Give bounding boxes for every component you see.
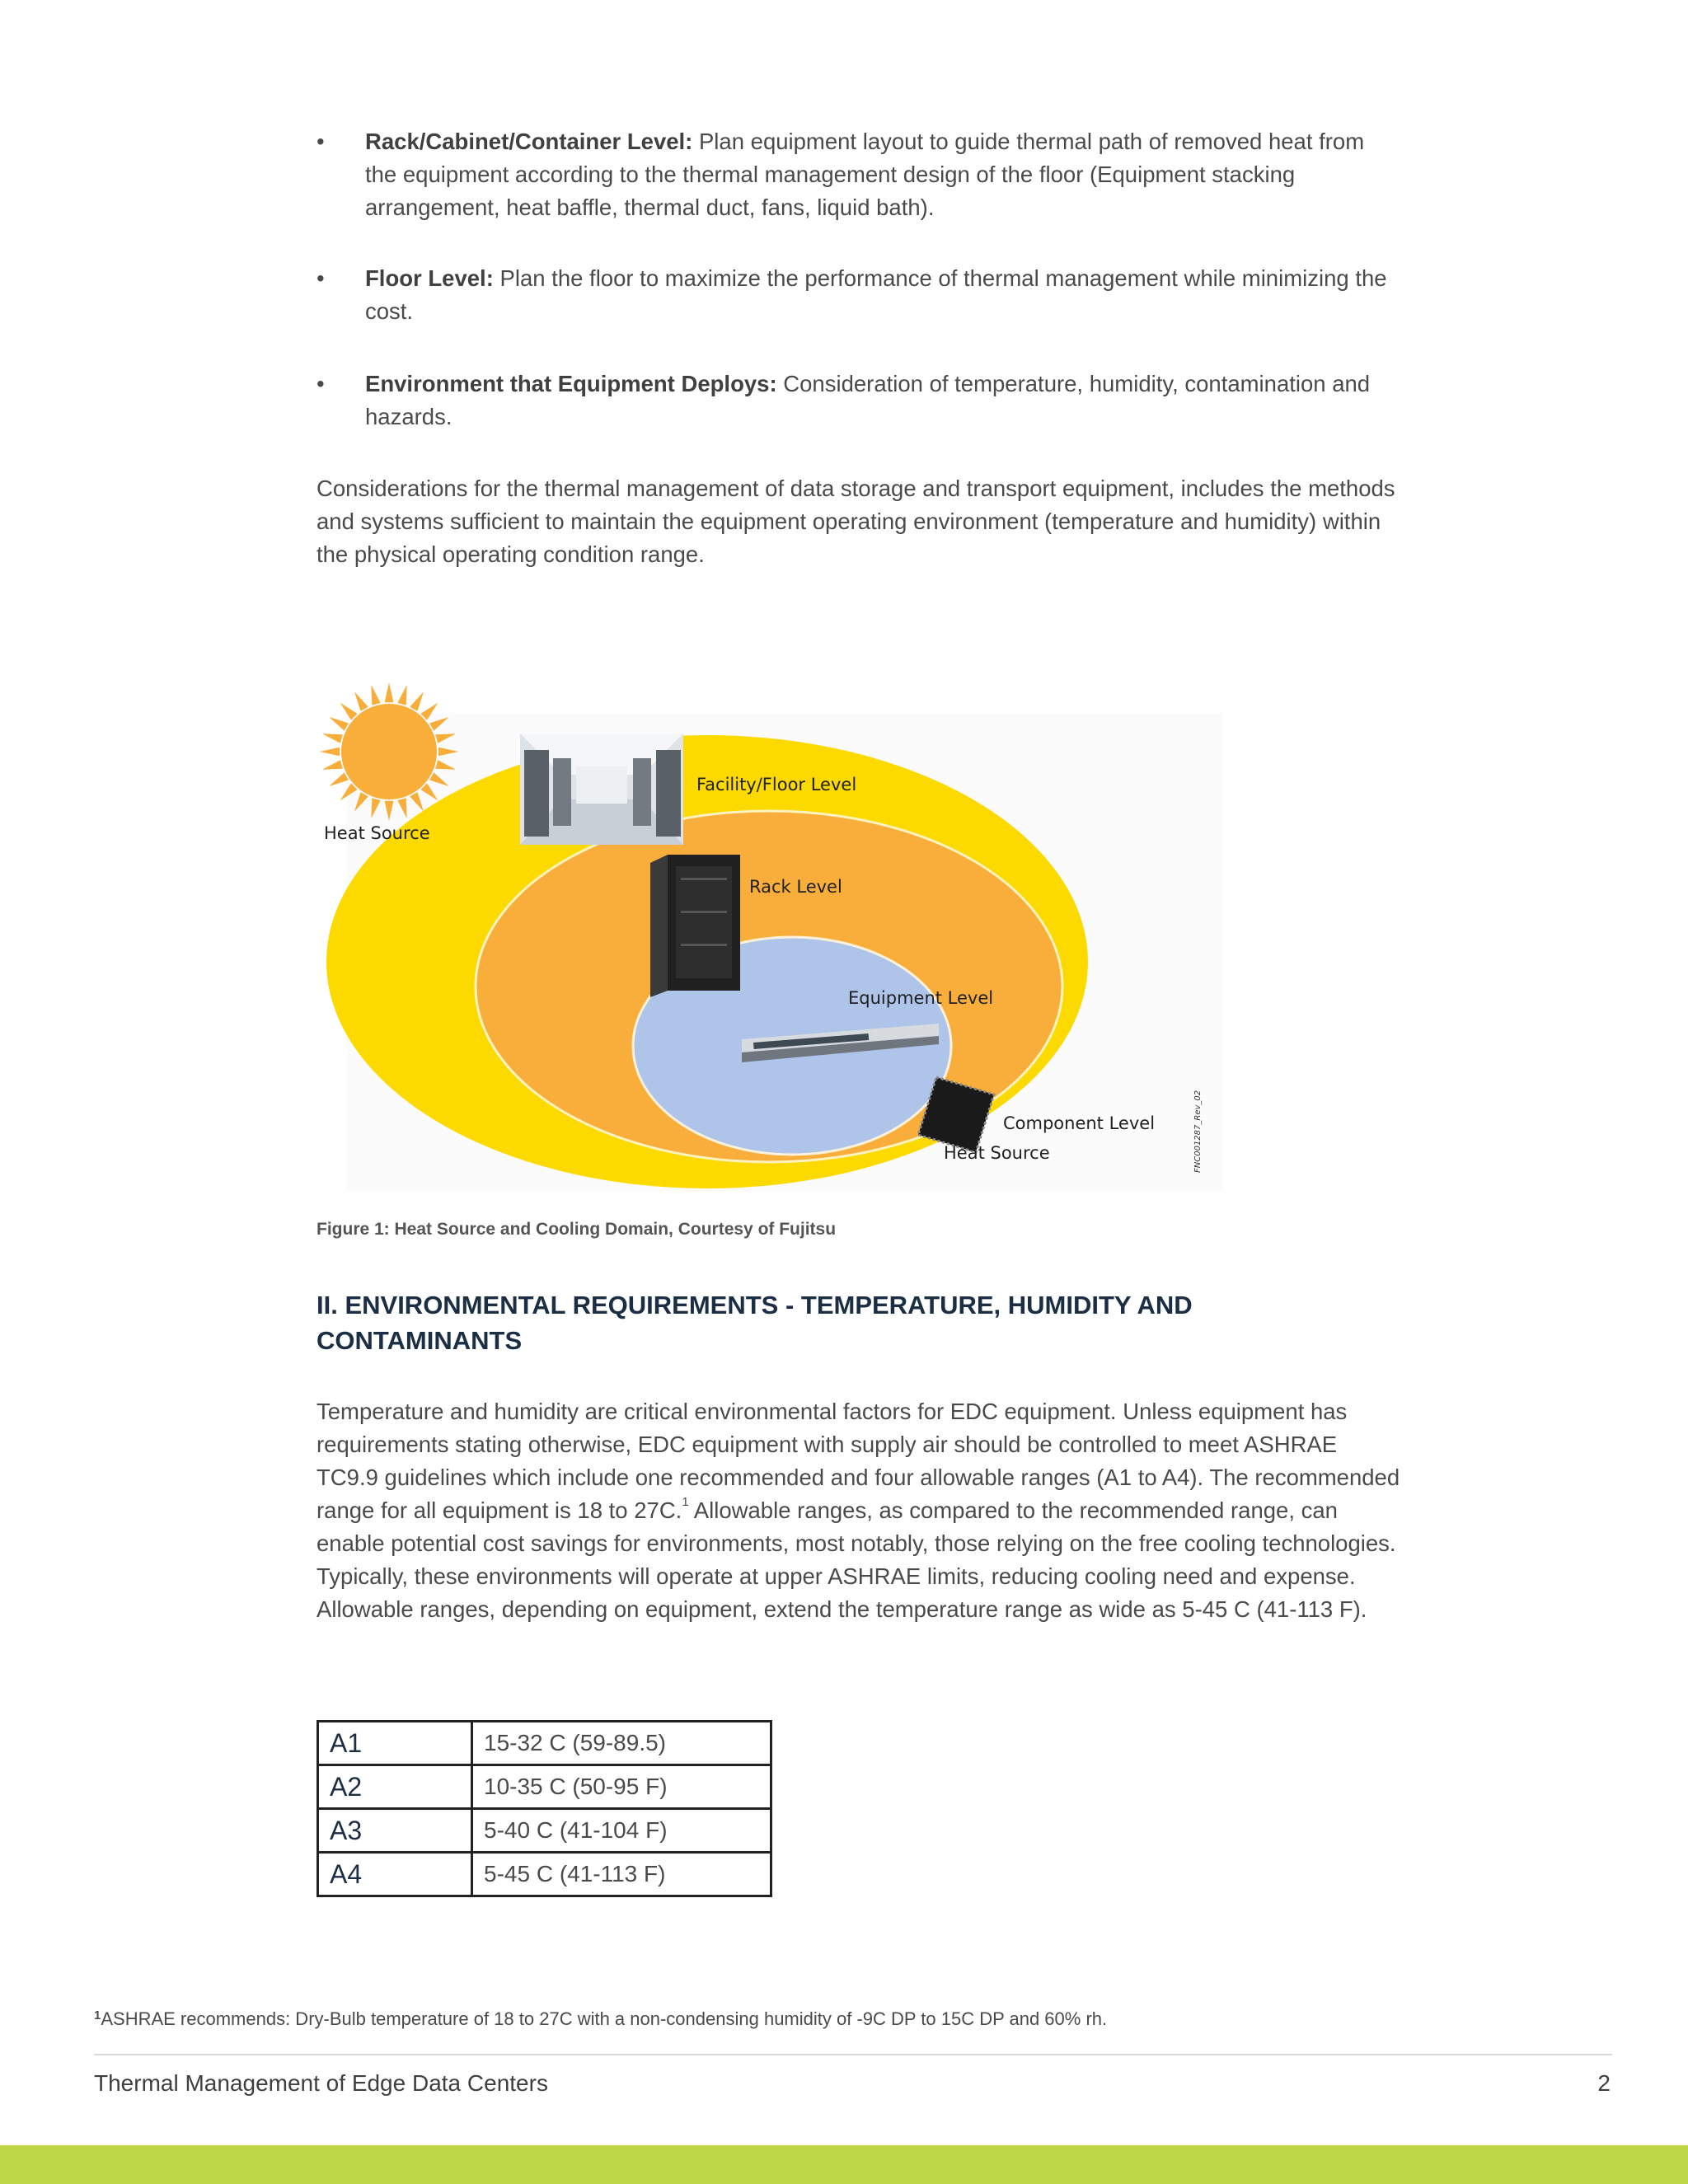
table-row (318, 1853, 771, 1896)
footnote-ref: 1 (682, 1495, 689, 1509)
page-number: 2 (1597, 2070, 1611, 2096)
sun-ray (397, 685, 406, 705)
allowable-ranges-table (316, 1720, 772, 1897)
bullet-dot: • (316, 265, 325, 291)
sun-ray (371, 685, 380, 705)
body-text-a: Temperature and humidity are critical environmental factors for EDC equipment. Unless equipment has requirements stating otherwise, EDC equipment with supply air should be controlled to meet ASHRAE TC9.9 guidelines which include one recommended and four allowable ranges (A1 to A4). The recommended range for all equipment is 18 to 27C. (316, 1399, 1400, 1523)
range-value-cell: 5-45 C (41-113 F) (472, 1853, 771, 1896)
bullet-dot: • (316, 129, 325, 154)
label-component-level: Component Level (1003, 1113, 1156, 1133)
bullet-text: Plan equipment layout to guide thermal path of removed heat from the equipment according to the thermal management design of the floor (Equipment stacking arrangement, heat baffle, thermal duct, fans, liquid bath). (365, 129, 1365, 220)
table-row (318, 1722, 771, 1765)
figure-code-group (1193, 1090, 1203, 1173)
range-value-cell: 10-35 C (50-95 F) (472, 1765, 771, 1809)
footnote-text: ASHRAE recommends: Dry-Bulb temperature of 18 to 27C with a non-condensing humidity of -9C DP to 15C DP and 60% rh. (101, 2008, 1108, 2029)
sun-ray (329, 772, 349, 786)
range-class-cell: A3 (318, 1809, 472, 1853)
sun-ray (329, 717, 349, 731)
range-value-cell: 5-40 C (41-104 F) (472, 1809, 771, 1853)
body-paragraph (316, 1395, 1404, 1626)
label-heat-source-bottom: Heat Source (944, 1143, 1050, 1163)
footer-divider (94, 2054, 1612, 2055)
bullet-text: Consideration of temperature, humidity, contamination and hazards. (365, 371, 1371, 429)
label-equipment-level: Equipment Level (848, 988, 994, 1008)
figure-caption: Figure 1: Heat Source and Cooling Domain, Courtesy of Fujitsu (316, 1220, 837, 1239)
section-heading: II. ENVIRONMENTAL REQUIREMENTS - TEMPERATURE, HUMIDITY AND CONTAMINANTS (316, 1291, 1193, 1355)
footer-title: Thermal Management of Edge Data Centers (94, 2070, 548, 2096)
server-rack-icon (650, 855, 740, 997)
bullet-label: Rack/Cabinet/Container Level: (365, 129, 693, 154)
body-text-b: Allowable ranges, as compared to the recommended range, can enable potential cost savings for environments, most notably, those relying on the free cooling technologies. Typically, these environments will operate at upper ASHRAE limits, reducing cooling need and expense. Allowable ranges, depending on equipment, extend the temperature range as wide as 5-45 C (41-113 F). (316, 1497, 1396, 1622)
bullet-label: Floor Level: (365, 265, 494, 291)
sun-ray (322, 760, 343, 769)
table-row (318, 1765, 771, 1809)
bullet-dot: • (316, 371, 325, 396)
sun-ray (322, 733, 343, 743)
range-class-cell: A1 (318, 1722, 472, 1765)
cooling-domain-figure (316, 672, 1223, 1199)
range-class-cell: A4 (318, 1853, 472, 1896)
sun-ray (354, 691, 368, 711)
sun-ray (385, 682, 394, 702)
datacenter-photo (520, 733, 683, 845)
label-facility-level: Facility/Floor Level (696, 775, 857, 794)
label-heat-source-top: Heat Source (324, 823, 430, 843)
sun-ray (320, 748, 340, 757)
range-class-cell: A2 (318, 1765, 472, 1809)
footnote-marker: 1 (94, 2008, 101, 2022)
figure-code: FNC001287_Rev_02 (1193, 1090, 1203, 1173)
label-rack-level: Rack Level (749, 877, 842, 897)
bullet-label: Environment that Equipment Deploys: (365, 371, 777, 396)
sun-ray (410, 691, 424, 711)
bullet-text: Plan the floor to maximize the performance of thermal management while minimizing the cost. (365, 265, 1387, 324)
table-row (318, 1809, 771, 1853)
intro-paragraph: Considerations for the thermal management of data storage and transport equipment, includes the methods and systems sufficient to maintain the equipment operating environment (temperature and humidity) within the physical operating condition range. (316, 476, 1395, 567)
range-value-cell: 15-32 C (59-89.5) (472, 1722, 771, 1765)
footnote (94, 2008, 1107, 2030)
footer-accent-bar (0, 2145, 1688, 2184)
